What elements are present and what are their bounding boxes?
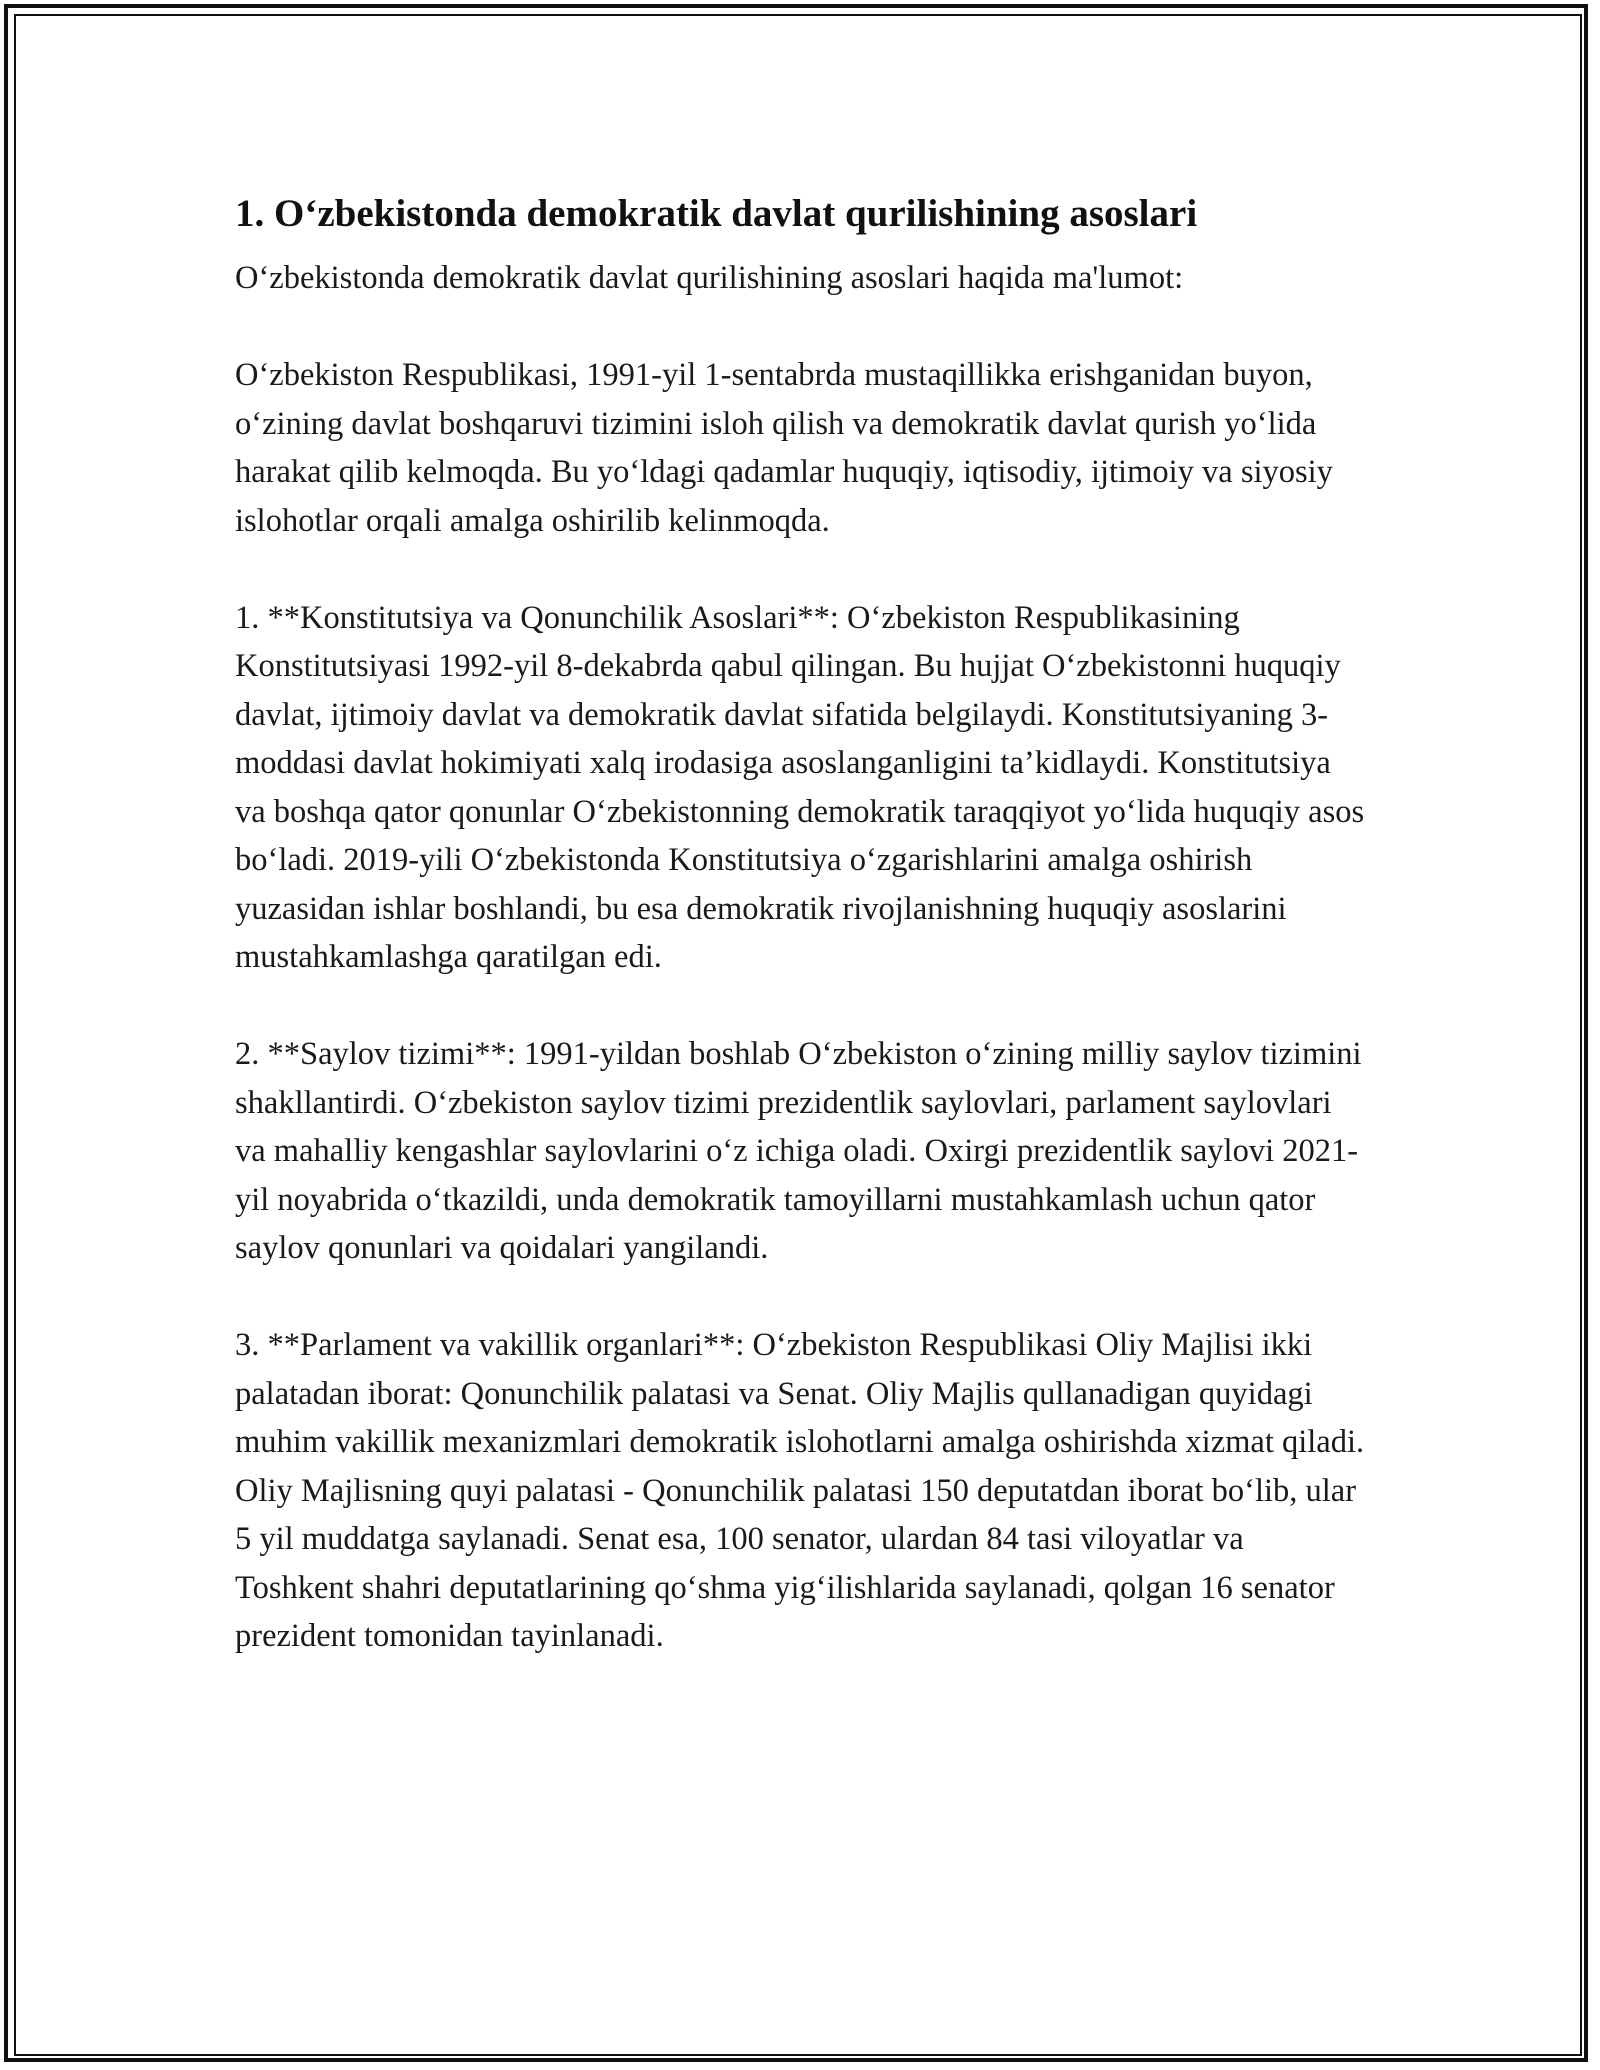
electoral-system-paragraph: 2. **Saylov tizimi**: 1991-yildan boshlab O‘zbekiston o‘zining milliy saylov tizimini shakllantirdi. O‘zbekiston saylov tizimi prezidentlik saylovlari, parlament saylovlari va mahalliy kengashlar saylovlarini o‘z ichiga oladi. Oxirgi prezidentlik saylovi 2021-yil noyabrida o‘tkazildi, unda demokratik tamoyillarni mustahkamlash uchun qator saylov qonunlari va qoidalari yangilandi. [235,1036,1362,1266]
document-body [235,188,1365,1709]
parliament-paragraph: 3. **Parlament va vakillik organlari**: O‘zbekiston Respublikasi Oliy Majlisi ikki palatadan iborat: Qonunchilik palatasi va Senat. Oliy Majlis qullanadigan quyidagi muhim vakillik mexanizmlari demokratik islohotlarni amalga oshirishda xizmat qiladi. Oliy Majlisning quyi palatasi - Qonunchilik palatasi 150 deputatdan iborat bo‘lib, ular 5 yil muddatga saylanadi. Senat esa, 100 senator, ulardan 84 tasi viloyatlar va Toshkent shahri deputatlarining qo‘shma yig‘ilishlarida saylanadi, qolgan 16 senator prezident tomonidan tayinlanadi. [235,1327,1365,1654]
intro-paragraph: O‘zbekistonda demokratik davlat qurilishining asoslari haqida ma'lumot: [235,260,1184,296]
constitution-paragraph: 1. **Konstitutsiya va Qonunchilik Asoslari**: O‘zbekiston Respublikasining Konstitutsiyasi 1992-yil 8-dekabrda qabul qilingan. Bu hujjat O‘zbekistonni huquqiy davlat, ijtimoiy davlat va demokratik davlat sifatida belgilaydi. Konstitutsiyaning 3-moddasi davlat hokimiyati xalq irodasiga asoslanganligini ta’kidlaydi. Konstitutsiya va boshqa qator qonunlar O‘zbekistonning demokratik taraqqiyot yo‘lida huquqiy asos bo‘ladi. 2019-yili O‘zbekistonda Konstitutsiya o‘zgarishlarini amalga oshirish yuzasidan ishlar boshlandi, bu esa demokratik rivojlanishning huquqiy asoslarini mustahkamlashga qaratilgan edi. [235,599,1365,975]
overview-paragraph: O‘zbekiston Respublikasi, 1991-yil 1-sentabrda mustaqillikka erishganidan buyon, o‘zining davlat boshqaruvi tizimini isloh qilish va demokratik davlat qurish yo‘lida harakat qilib kelmoqda. Bu yo‘ldagi qadamlar huquqiy, iqtisodiy, ijtimoiy va siyosiy islohotlar orqali amalga oshirilib kelinmoqda. [235,357,1333,539]
document-title: 1. O‘zbekistonda demokratik davlat qurilishining asoslari [235,192,1198,235]
